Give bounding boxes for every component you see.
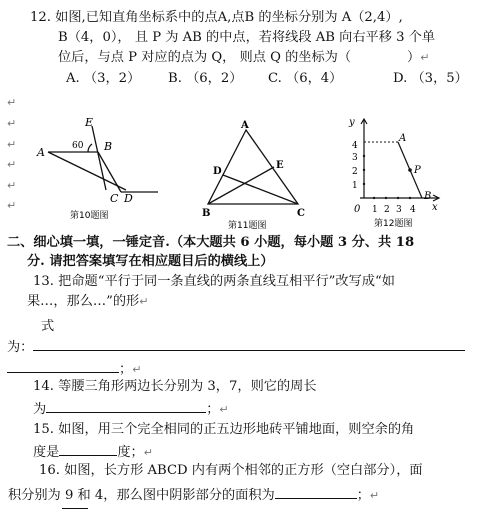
- q16-end: ；: [356, 488, 370, 503]
- fig12-x-tick-3: 3: [396, 205, 402, 215]
- fig12-y-tick-3: 3: [352, 153, 358, 163]
- fig12-caption: 第12题图: [374, 219, 413, 229]
- fig10-label-c: C: [110, 192, 119, 205]
- fig11-label-b: B: [202, 208, 211, 219]
- q13-end: ；: [119, 362, 133, 377]
- q15-end: 度；: [117, 445, 144, 460]
- fig12-y-label: y: [349, 117, 355, 128]
- return-mark-icon: ↵: [420, 51, 430, 64]
- return-mark-icon: ↵: [7, 96, 17, 109]
- q16-answer-blank[interactable]: [275, 484, 357, 499]
- fig12-point-p: [408, 168, 412, 172]
- q12-line-3: [58, 49, 429, 66]
- q13-line-4: [7, 336, 465, 356]
- q13-answer-blank-2[interactable]: [7, 358, 119, 373]
- fig12-x-tick-1: 1: [372, 205, 378, 215]
- section-2-heading-line-1: 二、细心填一填，一锤定音.（本大题共 6 小题，每小题 3 分、共 18: [7, 235, 415, 250]
- q12-option-d: D. （3，5）: [393, 71, 468, 86]
- fig10-label-a: A: [37, 146, 45, 159]
- trailing-rule: [62, 508, 88, 509]
- figure-11: [196, 118, 312, 230]
- return-mark-icon: ↵: [7, 158, 17, 171]
- fig11-label-e: E: [276, 160, 284, 171]
- q13-line-3: 式: [41, 319, 55, 334]
- fig10-label-b: B: [104, 140, 113, 153]
- fig10-angle-label: 60: [72, 141, 84, 151]
- return-mark-icon: ↵: [369, 489, 380, 502]
- q15-line-2-text: 度是: [33, 445, 60, 460]
- return-mark-icon: ↵: [143, 446, 153, 459]
- fig11-caption: 第11题图: [228, 221, 267, 230]
- return-mark-icon: ↵: [7, 117, 17, 130]
- q14-line-1: 14. 等腰三角形两边长分别为 3，7，则它的周长: [33, 379, 317, 394]
- q14-line-2-text: 为: [33, 402, 47, 417]
- fig12-x-tick-2: 2: [384, 205, 390, 215]
- q14-end: ；: [206, 402, 220, 417]
- q12-option-a: A. （3，2）: [66, 71, 141, 86]
- q13-answer-blank-1[interactable]: [33, 336, 465, 351]
- fig12-label-a: A: [399, 133, 407, 144]
- return-mark-icon: ↵: [219, 403, 229, 416]
- fig10-line-a-c: [48, 152, 126, 190]
- q12-line-3-text: 位后，与点 P 对应的点为 Q， 则点 Q 的坐标为（: [58, 50, 352, 65]
- q12-line-3-close: ）: [407, 50, 421, 65]
- q12-option-c: C. （6，4）: [268, 71, 343, 86]
- return-mark-icon: ↵: [7, 199, 17, 212]
- fig12-label-p: P: [414, 165, 421, 176]
- q16-line-1: 16. 如图，长方形 ABCD 内有两个相邻的正方形（空白部分），面: [39, 463, 423, 478]
- q16-line-2: [8, 484, 379, 504]
- q13-line-5: [7, 358, 141, 378]
- fig10-label-d: D: [124, 192, 133, 205]
- q12-line-1: 12. 如图,已知直角坐标系中的点A,点B 的坐标分别为 A（2,4）,: [30, 10, 403, 25]
- q15-line-1: 15. 如图，用三个完全相同的正五边形地砖平铺地面，则空余的角: [33, 422, 415, 437]
- q12-option-b: B. （6，2）: [168, 71, 243, 86]
- figure-10: [36, 112, 166, 224]
- q13-line-4-text: 为：: [7, 340, 34, 355]
- fig12-x-label: x: [432, 202, 438, 213]
- fig12-x-tick-4: 4: [410, 205, 416, 215]
- section-2-heading-line-2: 分. 请把答案填写在相应题目后的横线上）: [27, 254, 274, 269]
- q15-line-2: [33, 441, 153, 461]
- fig10-caption: 第10题图: [70, 211, 109, 221]
- fig12-label-b: B: [424, 191, 432, 202]
- fig10-angle-arc: [88, 144, 92, 152]
- fig12-y-tick-4: 4: [352, 141, 358, 151]
- figure-12: [344, 114, 444, 232]
- fig12-origin-label: 0: [354, 204, 361, 215]
- fig12-y-tick-1: 1: [352, 181, 358, 191]
- q13-line-1: 13. 把命题“平行于同一条直线的两条直线互相平行”改写成“如: [33, 274, 395, 289]
- return-mark-icon: ↵: [7, 179, 17, 192]
- q15-answer-blank[interactable]: [59, 441, 117, 456]
- fig10-line-e-d: [92, 126, 106, 190]
- fig12-y-tick-2: 2: [352, 167, 358, 177]
- q13-line-2: [27, 293, 148, 310]
- q13-line-2-text: 果…，那么…”的形: [27, 294, 140, 309]
- q14-answer-blank[interactable]: [46, 398, 206, 413]
- return-mark-icon: ↵: [132, 363, 142, 376]
- return-mark-icon: ↵: [139, 295, 149, 308]
- fig10-label-e: E: [85, 116, 94, 129]
- q12-line-2: B（4，0）， 且 P 为 AB 的中点，若将线段 AB 向右平移 3 个单: [58, 30, 436, 45]
- return-mark-icon: ↵: [7, 138, 17, 151]
- fig11-label-d: D: [213, 166, 222, 177]
- q16-line-2-text: 积分别为 9 和 4，那么图中阴影部分的面积为: [8, 488, 275, 503]
- fig11-label-a: A: [241, 120, 249, 131]
- fig11-label-c: C: [297, 208, 305, 219]
- q14-line-2: [33, 398, 229, 418]
